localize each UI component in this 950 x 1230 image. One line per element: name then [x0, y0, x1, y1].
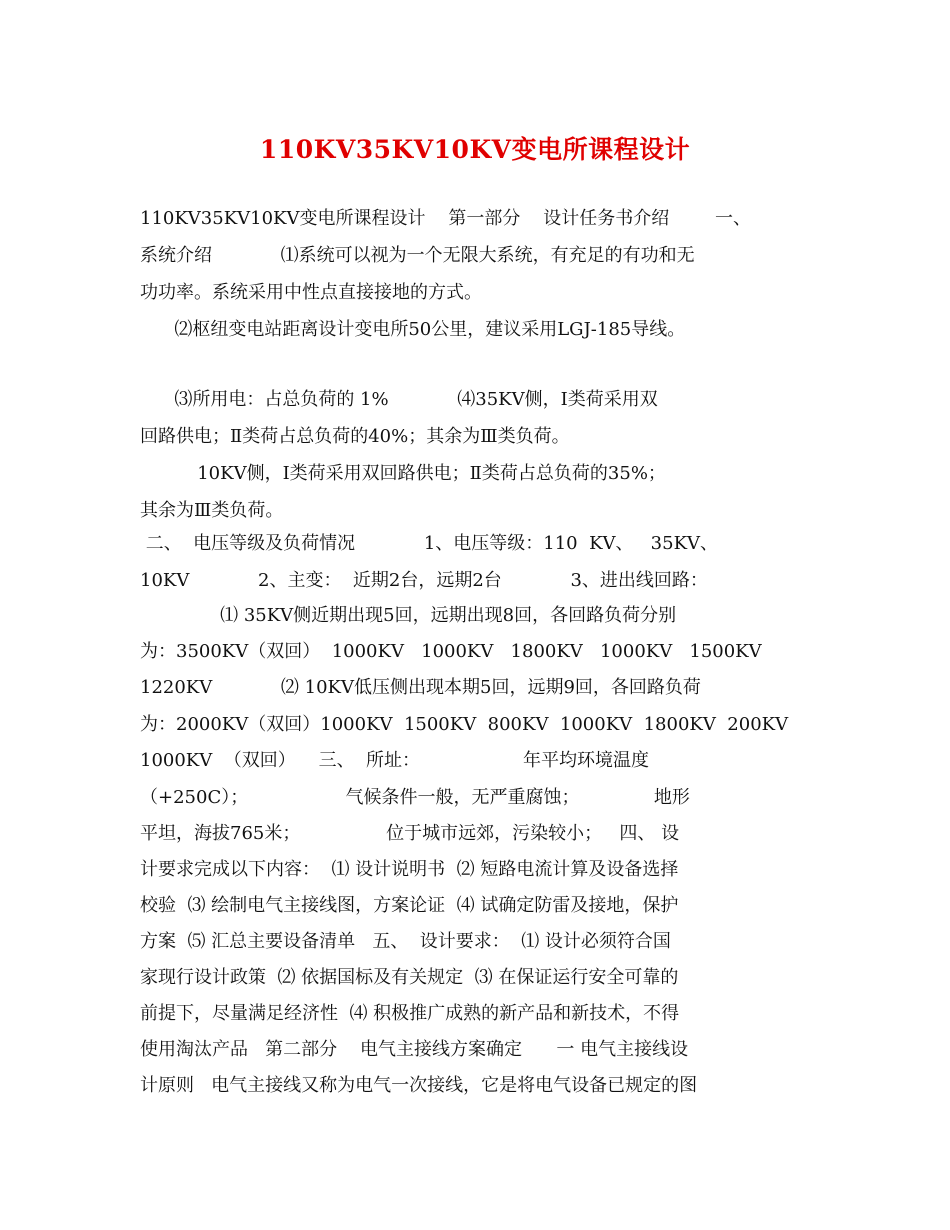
- body-line: 前提下，尽量满足经济性 ⑷ 积极推广成熟的新产品和新技术，不得: [140, 1003, 680, 1024]
- body-line: 1220KV ⑵ 10KV低压侧出现本期5回，远期9回，各回路负荷: [140, 677, 701, 698]
- body-line: 计原则 电气主接线又称为电气一次接线，它是将电气设备已规定的图: [140, 1075, 698, 1096]
- body-line: 校验 ⑶ 绘制电气主接线图，方案论证 ⑷ 试确定防雷及接地，保护: [140, 895, 679, 916]
- body-line: 10KV 2、主变： 近期2台，远期2台 3、进出线回路：: [140, 570, 708, 591]
- body-line: （+250C）； 气候条件一般，无严重腐蚀； 地形: [140, 787, 690, 808]
- body-line: 回路供电；Ⅱ类荷占总负荷的40%；其余为Ⅲ类负荷。: [140, 426, 570, 447]
- body-line: 方案 ⑸ 汇总主要设备清单 五、 设计要求： ⑴ 设计必须符合国: [140, 931, 671, 952]
- body-line: 10KV侧，Ⅰ类荷采用双回路供电；Ⅱ类荷占总负荷的35%；: [140, 463, 666, 484]
- body-line: 二、 电压等级及负荷情况 1、电压等级：110 KV、 35KV、: [140, 533, 719, 554]
- body-line: 为：3500KV（双回） 1000KV 1000KV 1800KV 1000KV 1500KV: [140, 641, 762, 662]
- body-line: 使用淘汰产品 第二部分 电气主接线方案确定 一 电气主接线设: [140, 1039, 689, 1060]
- body-line: ⑵枢纽变电站距离设计变电所50公里，建议采用LGJ-185导线。: [140, 319, 686, 340]
- document-title: 110KV35KV10KV变电所课程设计: [259, 135, 691, 164]
- body-line: 功功率。系统采用中性点直接接地的方式。: [140, 282, 482, 303]
- body-line: 系统介绍 ⑴系统可以视为一个无限大系统，有充足的有功和无: [140, 245, 695, 266]
- body-line: 110KV35KV10KV变电所课程设计 第一部分 设计任务书介绍 一、: [140, 208, 752, 229]
- body-line: ⑶所用电：占总负荷的 1% ⑷35KV侧，Ⅰ类荷采用双: [140, 389, 658, 410]
- body-line: 1000KV （双回） 三、 所址： 年平均环境温度: [140, 750, 650, 771]
- body-line: 其余为Ⅲ类负荷。: [140, 500, 284, 521]
- body-line: 为：2000KV（双回）1000KV 1500KV 800KV 1000KV 1800KV 200KV: [140, 714, 789, 735]
- body-line: 家现行设计政策 ⑵ 依据国标及有关规定 ⑶ 在保证运行安全可靠的: [140, 967, 679, 988]
- body-line: 平坦，海拔765米； 位于城市远郊，污染较小； 四、 设: [140, 823, 680, 844]
- body-line: 计要求完成以下内容： ⑴ 设计说明书 ⑵ 短路电流计算及设备选择: [140, 859, 679, 880]
- body-line: ⑴ 35KV侧近期出现5回，远期出现8回，各回路负荷分别: [140, 605, 677, 626]
